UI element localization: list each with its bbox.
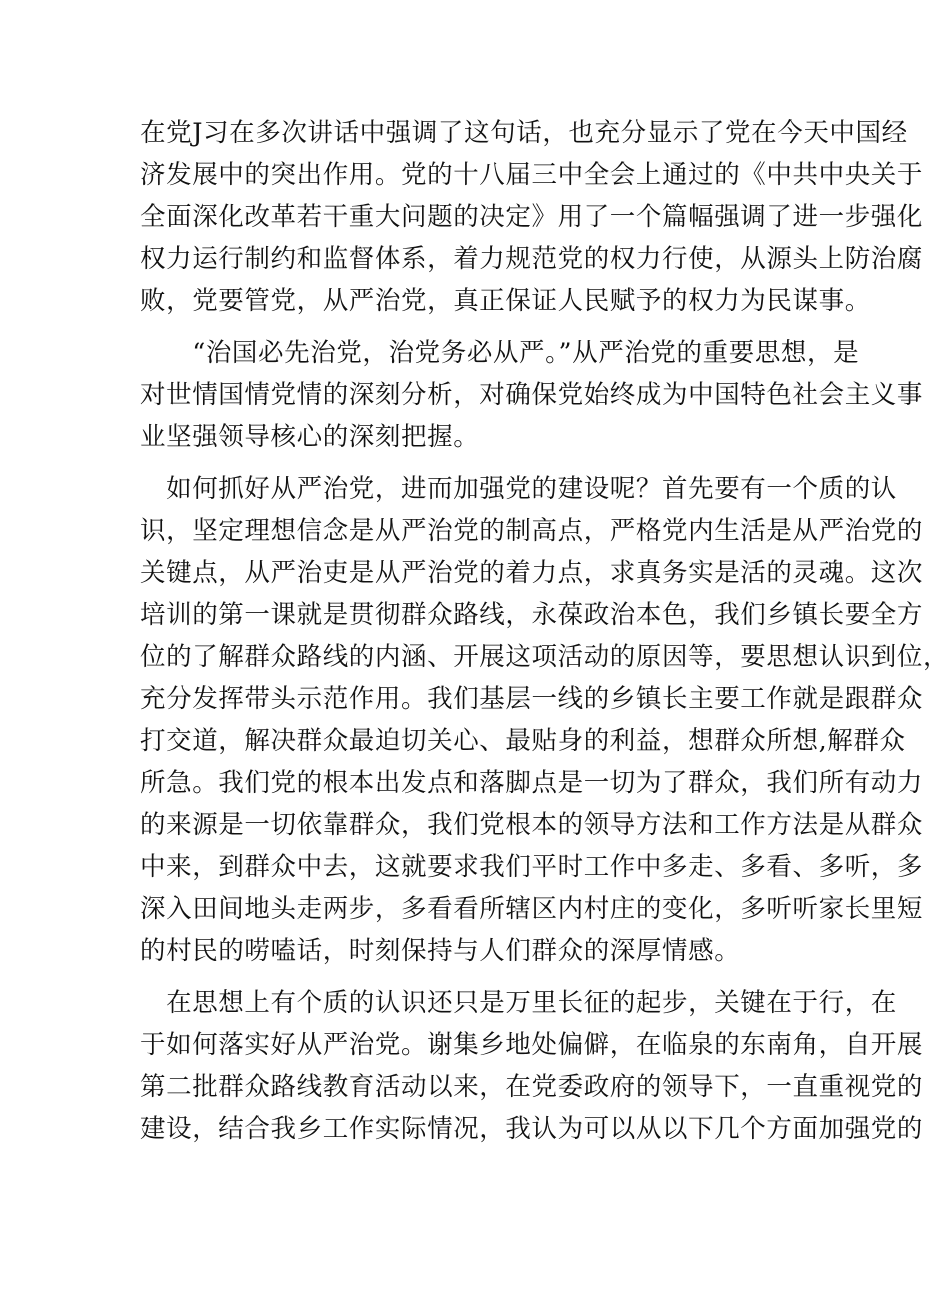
text-line: 的来源是一切依靠群众，我们党根本的领导方法和工作方法是从群众 [140,810,924,840]
text-line: 败，党要管党，从严治党，真正保证人民赋予的权力为民谋事。 [140,286,871,316]
text-line: 深入田间地头走两步，多看看所辖区内村庄的变化，多听听家长里短 [140,894,924,924]
text-line: 中来，到群众中去，这就要求我们平时工作中多走、多看、多听，多 [140,852,924,882]
paragraph-1 [140,112,924,322]
text-line: “治国必先治党，治党务必从严。”从严治党的重要思想，是 [140,338,860,368]
text-line: 在思想上有个质的认识还只是万里长征的起步，关键在于行，在 [140,988,897,1018]
text-line: 在党J习在多次讲话中强调了这句话，也充分显示了党在今天中国经 [140,118,908,148]
document-body [140,112,949,1150]
paragraph-3 [140,468,949,972]
text-line: 于如何落实好从严治党。谢集乡地处偏僻，在临泉的东南角，自开展 [140,1030,924,1060]
text-line: 第二批群众路线教育活动以来，在党委政府的领导下，一直重视党的 [140,1072,924,1102]
text-line: 建设，结合我乡工作实际情况，我认为可以从以下几个方面加强党的 [140,1114,924,1144]
text-line: 充分发挥带头示范作用。我们基层一线的乡镇长主要工作就是跟群众 [140,684,924,714]
text-line: 识，坚定理想信念是从严治党的制高点，严格党内生活是从严治党的 [140,516,924,546]
text-line: 全面深化改革若干重大问题的决定》用了一个篇幅强调了进一步强化 [140,202,924,232]
text-line: 权力运行制约和监督体系，着力规范党的权力行使，从源头上防治腐 [140,244,924,274]
text-line: 关键点，从严治吏是从严治党的着力点，求真务实是活的灵魂。这次 [140,558,924,588]
text-line: 对世情国情党情的深刻分析，对确保党始终成为中国特色社会主义事 [140,380,924,410]
text-line: 培训的第一课就是贯彻群众路线，永葆政治本色，我们乡镇长要全方 [140,600,924,630]
paragraph-4 [140,982,924,1150]
text-line: 济发展中的突出作用。党的十八届三中全会上通过的《中共中央关于 [140,160,924,190]
paragraph-2 [140,332,924,458]
text-line: 如何抓好从严治党，进而加强党的建设呢？首先要有一个质的认 [140,474,897,504]
text-line: 所急。我们党的根本出发点和落脚点是一切为了群众，我们所有动力 [140,768,924,798]
text-line: 的村民的唠嗑话，时刻保持与人们群众的深厚情感。 [140,936,741,966]
text-line: 位的了解群众路线的内涵、开展这项活动的原因等，要思想认识到位， [140,642,949,672]
text-line: 业坚强领导核心的深刻把握。 [140,422,480,452]
text-line: 打交道，解决群众最迫切关心、最贴身的利益，想群众所想,解群众 [140,726,906,756]
